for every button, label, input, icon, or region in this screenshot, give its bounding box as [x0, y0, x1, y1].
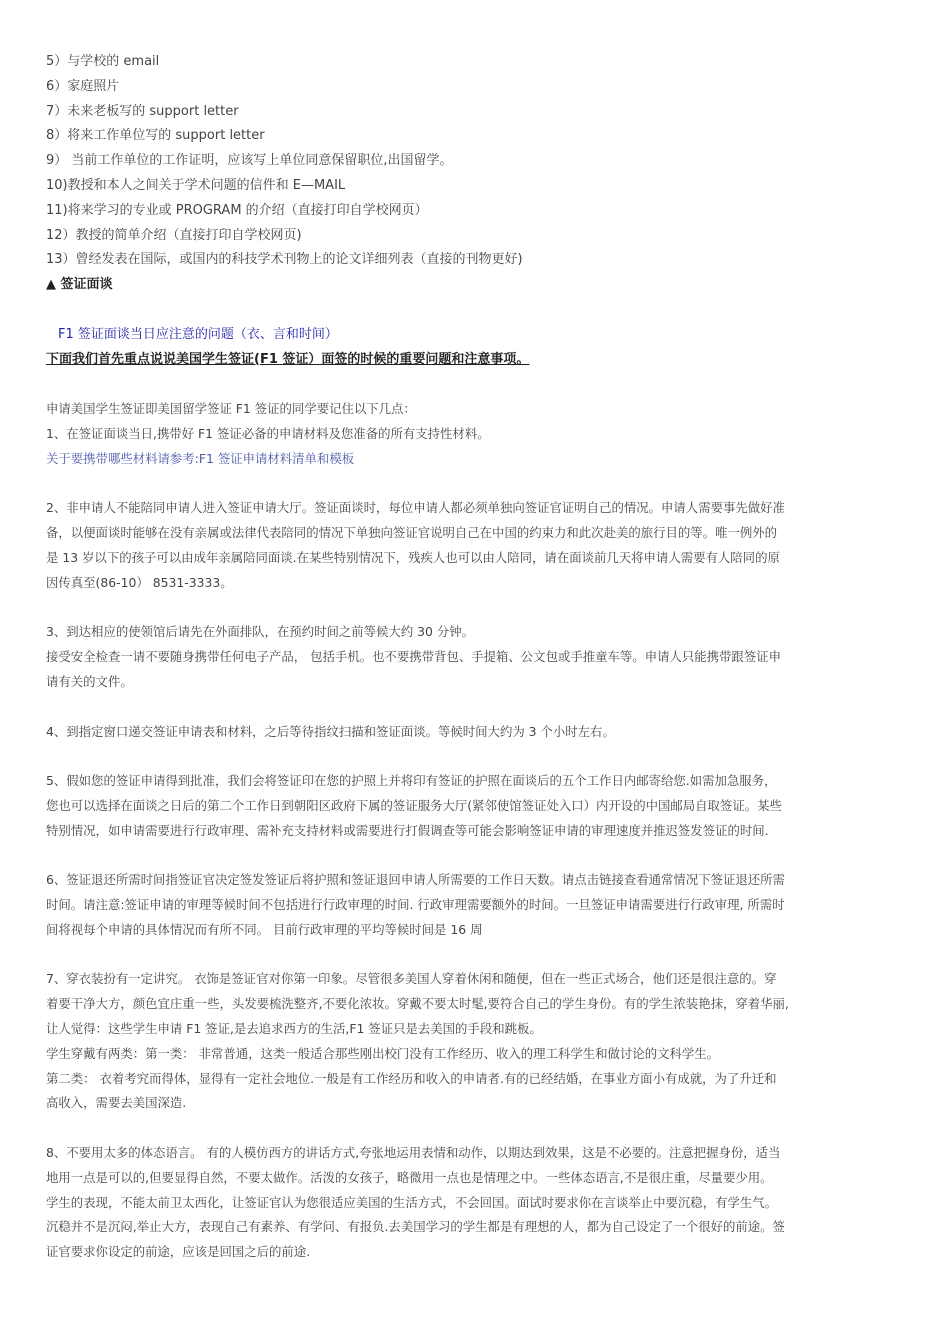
paragraph-4 — [46, 720, 912, 745]
paragraph-8 — [46, 1141, 912, 1265]
paragraph-line: 1、在签证面谈当日,携带好 F1 签证必备的申请材料及您准备的所有支持性材料。 — [46, 425, 490, 441]
paragraph-line: 时间。请注意:签证申请的审理等候时间不包括进行行政审理的时间. 行政审理需要额外的时间。一旦签证申请需要进行行政审理, 所需时 — [46, 897, 785, 913]
intro-highlight-link[interactable]: 美国学生签证(F1 签证）面签 — [176, 351, 348, 367]
intro-prefix: 下面我们首先重点说说 — [46, 351, 177, 367]
paragraph-line: 第二类： 衣着考究而得体，显得有一定社会地位.一般是有工作经历和收入的申请者.有的已经结婚，在事业方面小有成就，为了升迁和 — [46, 1070, 777, 1086]
paragraph-line: 您也可以选择在面谈之日后的第二个工作日到朝阳区政府下属的签证服务大厅(紧邻使馆签证处入口）内开设的中国邮局自取签证。某些 — [46, 797, 782, 813]
document-page — [46, 50, 912, 1265]
paragraph-2 — [46, 496, 912, 595]
list-item: 5）与学校的 email — [46, 54, 160, 69]
paragraph-line: 间将视每个申请的具体情况而有所不同。 目前行政审理的平均等候时间是 16 周 — [46, 921, 483, 937]
paragraph-line: 5、假如您的签证申请得到批准，我们会将签证印在您的护照上并将印有签证的护照在面谈后的五个工作日内邮寄给您.如需加急服务， — [46, 773, 777, 789]
materials-list — [46, 50, 912, 273]
paragraph-line: 7、穿衣装扮有一定讲究。 衣饰是签证官对你第一印象。尽管很多美国人穿着休闲和随便，但在一些正式场合，他们还是很注意的。穿 — [46, 971, 777, 987]
list-item: 10)教授和本人之间关于学术问题的信件和 E—MAIL — [46, 177, 346, 193]
paragraph-line: 是 13 岁以下的孩子可以由成年亲属陪同面谈.在某些特别情况下，残疾人也可以由人陪同，请在面谈前几天将申请人需要有人陪同的原 — [46, 549, 780, 565]
paragraph-line: 特别情况，如申请需要进行行政审理、需补充支持材料或需要进行打假调查等可能会影响签证申请的审理速度并推迟签发签证的时间. — [46, 822, 769, 838]
paragraph-line — [46, 447, 912, 472]
intro-line — [46, 348, 912, 373]
paragraph-line: 请有关的文件。 — [46, 673, 133, 689]
paragraph-6 — [46, 868, 912, 942]
paragraph-line: 4、到指定窗口递交签证申请表和材料，之后等待指纹扫描和签证面谈。等候时间大约为 3 个小时左右。 — [46, 723, 615, 739]
list-item: 9） 当前工作单位的工作证明，应该写上单位同意保留职位,出国留学。 — [46, 153, 453, 169]
paragraph-line: 证官要求你设定的前途，应该是回国之后的前途. — [46, 1244, 311, 1260]
reference-prefix: 关于要携带哪些材料请参考: — [46, 450, 199, 466]
paragraph-5 — [46, 769, 912, 843]
paragraph-line: 地用一点是可以的,但要显得自然，不要太做作。活泼的女孩子，略微用一点也是情理之中。一些体态语言,不是很庄重，尽量要少用。 — [46, 1169, 773, 1185]
list-item: 7）未来老板写的 support letter — [46, 103, 239, 119]
list-item: 6）家庭照片 — [46, 78, 120, 94]
paragraph-line: 8、不要用太多的体态语言。 有的人模仿西方的讲话方式,夸张地运用表情和动作，以期达到效果，这是不必要的。注意把握身份，适当 — [46, 1145, 781, 1161]
paragraph-line: 3、到达相应的使领馆后请先在外面排队，在预约时间之前等候大约 30 分钟。 — [46, 624, 475, 640]
paragraph-line: 备，以便面谈时能够在没有亲属或法律代表陪同的情况下单独向签证官说明自己在中国的约束力和此次赴美的旅行目的等。唯一例外的 — [46, 525, 778, 541]
paragraph-7 — [46, 967, 912, 1116]
paragraph-line: 6、签证退还所需时间指签证官决定签发签证后将护照和签证退回申请人所需要的工作日天数。请点击链接查看通常情况下签证退还所需 — [46, 872, 785, 888]
paragraph-1 — [46, 397, 912, 471]
paragraph-line: 高收入，需要去美国深造. — [46, 1095, 187, 1111]
paragraph-line: 因传真至(86-10） 8531-3333。 — [46, 574, 233, 590]
paragraph-line: 沉稳并不是沉闷,举止大方，表现自己有素养、有学问、有报负.去美国学习的学生都是有理想的人，都为自己设定了一个很好的前途。签 — [46, 1219, 785, 1235]
list-item: 12）教授的简单介绍（直接打印自学校网页) — [46, 227, 302, 243]
intro-suffix: 的时候的重要问题和注意事项。 — [347, 351, 530, 367]
paragraph-line: 着要干净大方，颜色宜庄重一些，头发要梳洗整齐,不要化浓妆。穿戴不要太时髦,要符合自己的学生身份。有的学生浓装艳抹，穿着华丽, — [46, 996, 789, 1012]
list-item: 8）将来工作单位写的 support letter — [46, 128, 265, 144]
paragraph-line: 让人觉得：这些学生申请 F1 签证,是去追求西方的生活,F1 签证只是去美国的手段和跳板。 — [46, 1021, 542, 1037]
paragraph-line: 2、非申请人不能陪同申请人进入签证申请大厅。签证面谈时，每位申请人都必须单独向签证官证明自己的情况。申请人需要事先做好准 — [46, 500, 785, 516]
list-item: 11)将来学习的专业或 PROGRAM 的介绍（直接打印自学校网页） — [46, 202, 428, 218]
section-heading: ▲ 签证面谈 — [46, 277, 113, 293]
subtitle: F1 签证面谈当日应注意的问题（衣、言和时间） — [58, 326, 338, 342]
materials-list-link[interactable]: F1 签证申请材料清单和模板 — [198, 450, 355, 466]
paragraph-line: 接受安全检查一请不要随身携带任何电子产品， 包括手机。也不要携带背包、手提箱、公文包或手推童车等。申请人只能携带跟签证申 — [46, 649, 781, 665]
list-item: 13）曾经发表在国际，或国内的科技学术刊物上的论文详细列表（直接的刊物更好) — [46, 252, 523, 268]
paragraph-line: 学生穿戴有两类：第一类： 非常普通，这类一般适合那些刚出校门没有工作经历、收入的理工科学生和做讨论的文科学生。 — [46, 1045, 720, 1061]
paragraph-line: 申请美国学生签证即美国留学签证 F1 签证的同学要记住以下几点： — [46, 401, 416, 417]
paragraph-3 — [46, 620, 912, 694]
paragraph-line: 学生的表现，不能太前卫太西化，让签证官认为您很适应美国的生活方式，不会回国。面试时要求你在言谈举止中要沉稳，有学生气。 — [46, 1194, 778, 1210]
